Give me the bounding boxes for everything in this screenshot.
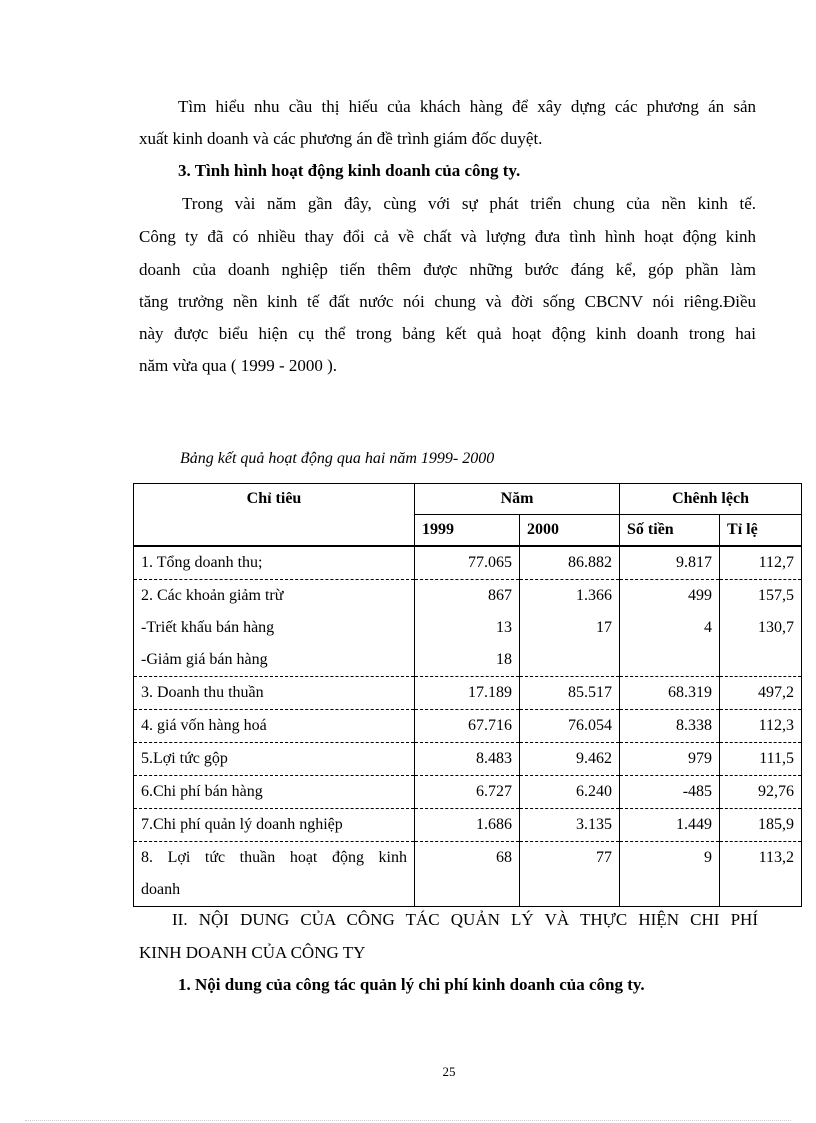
row-ratio: 185,9 xyxy=(720,809,802,842)
page-number: 25 xyxy=(442,1064,456,1079)
row-amount: 9.817 xyxy=(620,546,720,580)
table-row xyxy=(134,677,802,710)
section3-line-3: doanh của doanh nghiệp tiến thêm được những bước đáng kể, góp phần làm xyxy=(139,260,756,279)
row-ratio: 112,3 xyxy=(720,710,802,743)
row-2000: 9.462 xyxy=(520,743,620,776)
row-label: -Triết khấu bán hàng xyxy=(134,612,415,644)
row-2000: 76.054 xyxy=(520,710,620,743)
table-row xyxy=(134,546,802,580)
row-2000: 3.135 xyxy=(520,809,620,842)
table-row xyxy=(134,710,802,743)
row-ratio: 497,2 xyxy=(720,677,802,710)
row-label: 2. Các khoản giảm trừ xyxy=(134,580,415,613)
header-amount: Số tiền xyxy=(620,515,720,547)
page-bottom-divider xyxy=(25,1120,791,1121)
table-caption: Bảng kết quả hoạt động qua hai năm 1999- 2000 xyxy=(180,450,495,467)
table-row xyxy=(134,809,802,842)
row-ratio: 111,5 xyxy=(720,743,802,776)
intro-line-1: Tìm hiểu nhu cầu thị hiếu của khách hàng để xây dựng các phương án sản xyxy=(178,97,756,116)
section2-heading-line-2: KINH DOANH CỦA CÔNG TY xyxy=(139,943,366,962)
row-1999: 1.686 xyxy=(415,809,520,842)
row-amount: 68.319 xyxy=(620,677,720,710)
row-label-line-2: doanh xyxy=(141,881,181,898)
row-amount: 499 xyxy=(620,580,720,613)
table-row xyxy=(134,580,802,613)
row-ratio: 113,2 xyxy=(720,842,802,907)
table-row xyxy=(134,612,802,644)
section3-line-1: Trong vài năm gần đây, cùng với sự phát triển chung của nền kinh tế. xyxy=(182,194,756,213)
row-1999: 17.189 xyxy=(415,677,520,710)
row-1999: 77.065 xyxy=(415,546,520,580)
table-row xyxy=(134,776,802,809)
row-2000: 17 xyxy=(520,612,620,644)
row-ratio: 92,76 xyxy=(720,776,802,809)
row-amount: 9 xyxy=(620,842,720,907)
row-label: 7.Chi phí quản lý doanh nghiệp xyxy=(134,809,415,842)
section3-line-5: này được biểu hiện cụ thể trong bảng kết quả hoạt động kinh doanh trong hai xyxy=(139,324,756,343)
table-row xyxy=(134,743,802,776)
row-2000: 86.882 xyxy=(520,546,620,580)
section3-line-6: năm vừa qua ( 1999 - 2000 ). xyxy=(139,356,338,375)
row-ratio: 157,5 xyxy=(720,580,802,613)
row-2000 xyxy=(520,644,620,677)
row-1999: 68 xyxy=(415,842,520,907)
row-1999: 6.727 xyxy=(415,776,520,809)
header-2000: 2000 xyxy=(520,515,620,547)
header-ratio: Tỉ lệ xyxy=(720,515,802,547)
table-row xyxy=(134,644,802,677)
row-amount: 979 xyxy=(620,743,720,776)
row-amount: 1.449 xyxy=(620,809,720,842)
row-1999: 13 xyxy=(415,612,520,644)
row-label: 4. giá vốn hàng hoá xyxy=(134,710,415,743)
row-2000: 77 xyxy=(520,842,620,907)
table-row xyxy=(134,842,802,907)
section2-subheading: 1. Nội dung của công tác quản lý chi phí kinh doanh của công ty. xyxy=(178,975,645,994)
results-table xyxy=(133,483,802,907)
section3-line-2: Công ty đã có nhiều thay đổi cả về chất và lượng đưa tình hình hoạt động kinh xyxy=(139,227,756,246)
row-ratio: 112,7 xyxy=(720,546,802,580)
row-amount: -485 xyxy=(620,776,720,809)
row-label: 5.Lợi tức gộp xyxy=(134,743,415,776)
row-label: 3. Doanh thu thuần xyxy=(134,677,415,710)
row-2000: 1.366 xyxy=(520,580,620,613)
row-amount xyxy=(620,644,720,677)
row-ratio xyxy=(720,644,802,677)
row-2000: 85.517 xyxy=(520,677,620,710)
row-label: -Giảm giá bán hàng xyxy=(134,644,415,677)
row-1999: 867 xyxy=(415,580,520,613)
header-year: Năm xyxy=(415,484,620,515)
row-label xyxy=(134,842,415,907)
row-label: 6.Chi phí bán hàng xyxy=(134,776,415,809)
row-1999: 18 xyxy=(415,644,520,677)
header-indicator: Chỉ tiêu xyxy=(134,484,415,547)
row-amount: 4 xyxy=(620,612,720,644)
row-ratio: 130,7 xyxy=(720,612,802,644)
row-label-line-1: 8. Lợi tức thuần hoạt động kinh xyxy=(141,849,407,866)
section3-heading: 3. Tình hình hoạt động kinh doanh của công ty. xyxy=(178,161,521,180)
row-1999: 67.716 xyxy=(415,710,520,743)
section3-line-4: tăng trưởng nền kinh tế đất nước nói chung và đời sống CBCNV nói riêng.Điều xyxy=(139,292,756,311)
header-1999: 1999 xyxy=(415,515,520,547)
section2-heading-line-1: II. NỘI DUNG CỦA CÔNG TÁC QUẢN LÝ VÀ THỰC HIỆN CHI PHÍ xyxy=(172,910,758,929)
row-label: 1. Tổng doanh thu; xyxy=(134,546,415,580)
row-1999: 8.483 xyxy=(415,743,520,776)
intro-line-2: xuất kinh doanh và các phương án đề trình giám đốc duyệt. xyxy=(139,129,543,148)
row-2000: 6.240 xyxy=(520,776,620,809)
row-amount: 8.338 xyxy=(620,710,720,743)
header-diff: Chênh lệch xyxy=(620,484,802,515)
